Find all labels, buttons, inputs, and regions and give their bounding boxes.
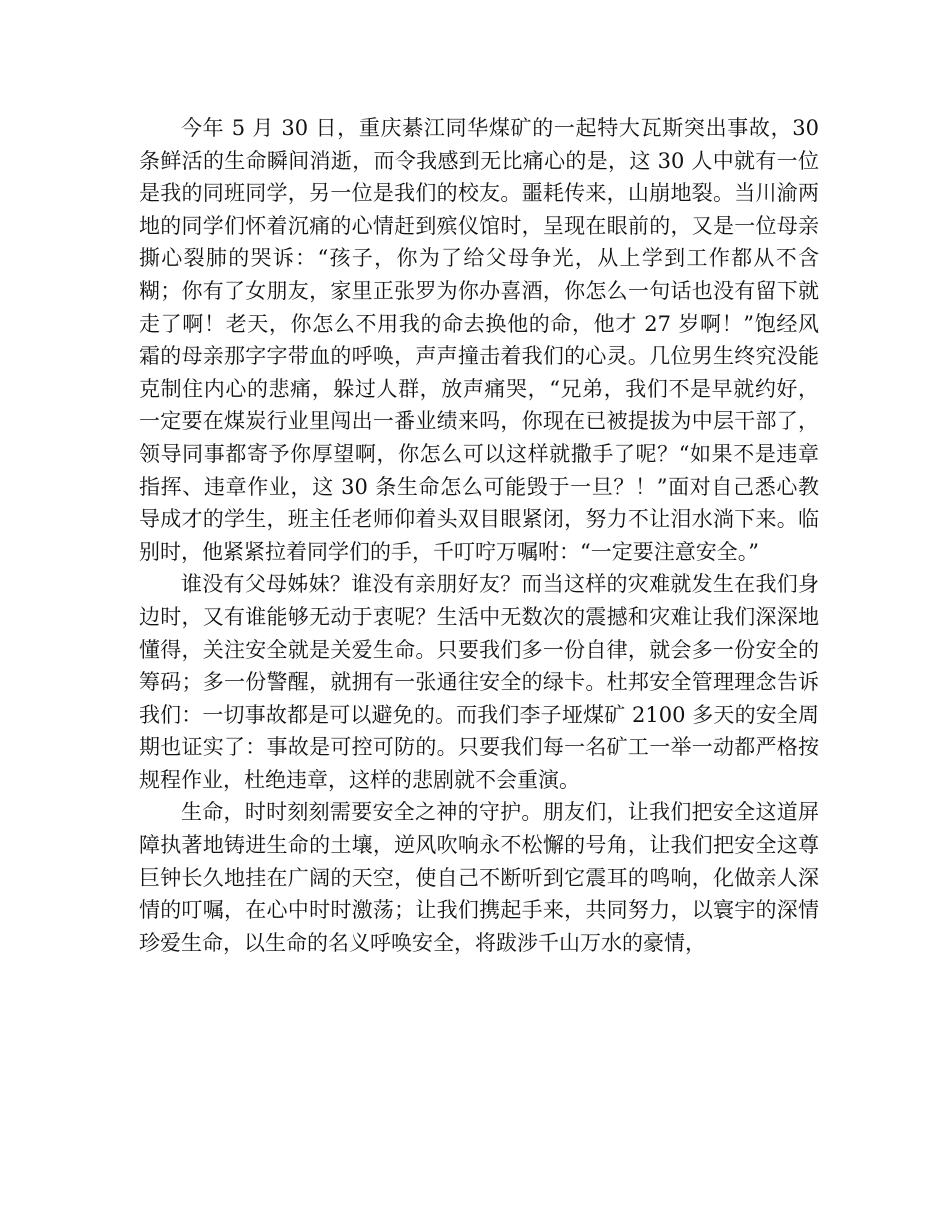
paragraph-1: 今年 5 月 30 日，重庆綦江同华煤矿的一起特大瓦斯突出事故，30 条鲜活的生命瞬间消逝，而令我感到无比痛心的是，这 30 人中就有一位是我的同班同学，另一位是我们的校友。噩耗传来，山崩地裂。当川渝两地的同学们怀着沉痛的心情赶到殡仪馆时，呈现在眼前的，又是一位母亲撕心裂肺的哭诉：“孩子，你为了给父母争光，从上学到工作都从不含糊；你有了女朋友，家里正张罗为你办喜酒，你怎么一句话也没有留下就走了啊！老天，你怎么不用我的命去换他的命，他才 27 岁啊！”饱经风霜的母亲那字字带血的呼唤，声声撞击着我们的心灵。几位男生终究没能克制住内心的悲痛，躲过人群，放声痛哭，“兄弟，我们不是早就约好，一定要在煤炭行业里闯出一番业绩来吗，你现在已被提拔为中层干部了，领导同事都寄予你厚望啊，你怎么可以这样就撒手了呢？“如果不是违章指挥、违章作业，这 30 条生命怎么可能毁于一旦？！”面对自己悉心教导成才的学生，班主任老师仰着头双目眼紧闭，努力不让泪水淌下来。临别时，他紧紧拉着同学们的手，千叮咛万嘱咐：“一定要注意安全。”: [139, 116, 819, 564]
document-page: [139, 112, 819, 959]
paragraph-2: 谁没有父母姊妹？谁没有亲朋好友？而当这样的灾难就发生在我们身边时，又有谁能够无动于衷呢？生活中无数次的震撼和灾难让我们深深地懂得，关注安全就是关爱生命。只要我们多一份自律，就会多一份安全的筹码；多一份警醒，就拥有一张通往安全的绿卡。杜邦安全管理理念告诉我们：一切事故都是可以避免的。而我们李子垭煤矿 2100 多天的安全周期也证实了：事故是可控可防的。只要我们每一名矿工一举一动都严格按规程作业，杜绝违章，这样的悲剧就不会重演。: [139, 572, 819, 792]
paragraph-3: 生命，时时刻刻需要安全之神的守护。朋友们，让我们把安全这道屏障执著地铸进生命的土壤，逆风吹响永不松懈的号角，让我们把安全这尊巨钟长久地挂在广阔的天空，使自己不断听到它震耳的鸣响，化做亲人深情的叮嘱，在心中时时激荡；让我们携起手来，共同努力，以寰宇的深情珍爱生命，以生命的名义呼唤安全，将跋涉千山万水的豪情，: [139, 800, 819, 955]
